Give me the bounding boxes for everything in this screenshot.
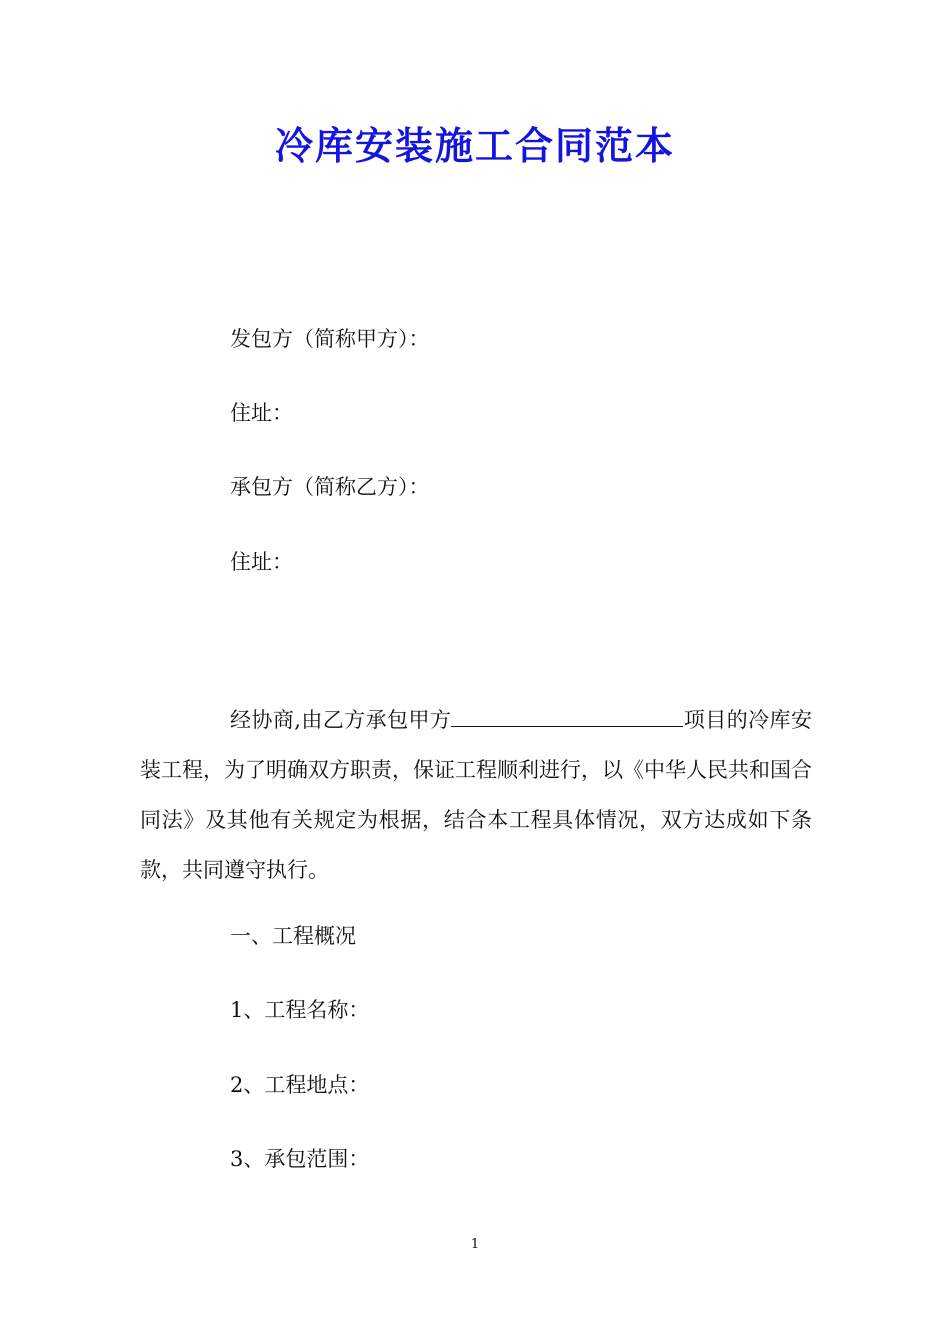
party-b-line: 承包方（简称乙方）： — [230, 475, 430, 499]
party-a-line: 发包方（简称甲方）： — [230, 327, 430, 351]
intro-text-after-blank: 项目的冷库安装工程，为了明确双方职责，保证工程顺利进行，以《中华人民共和国合同法》及其他有关规定为根据，结合本工程具体情况，双方达成如下条款，共同遵守执行。 — [140, 708, 812, 882]
intro-text-before-blank: 经协商,由乙方承包甲方 — [230, 708, 452, 732]
item-project-name: 1、工程名称： — [230, 998, 370, 1022]
project-name-blank — [451, 704, 683, 727]
page-number: 1 — [470, 1237, 480, 1252]
item-contract-scope: 3、承包范围： — [230, 1147, 370, 1171]
item-project-location: 2、工程地点： — [230, 1073, 370, 1097]
document-title: 冷库安装施工合同范本 — [274, 124, 675, 168]
party-a-address-line: 住址： — [230, 401, 293, 425]
party-b-address-line: 住址： — [230, 550, 293, 574]
intro-paragraph — [140, 695, 812, 895]
section-heading: 一、工程概况 — [230, 924, 356, 948]
